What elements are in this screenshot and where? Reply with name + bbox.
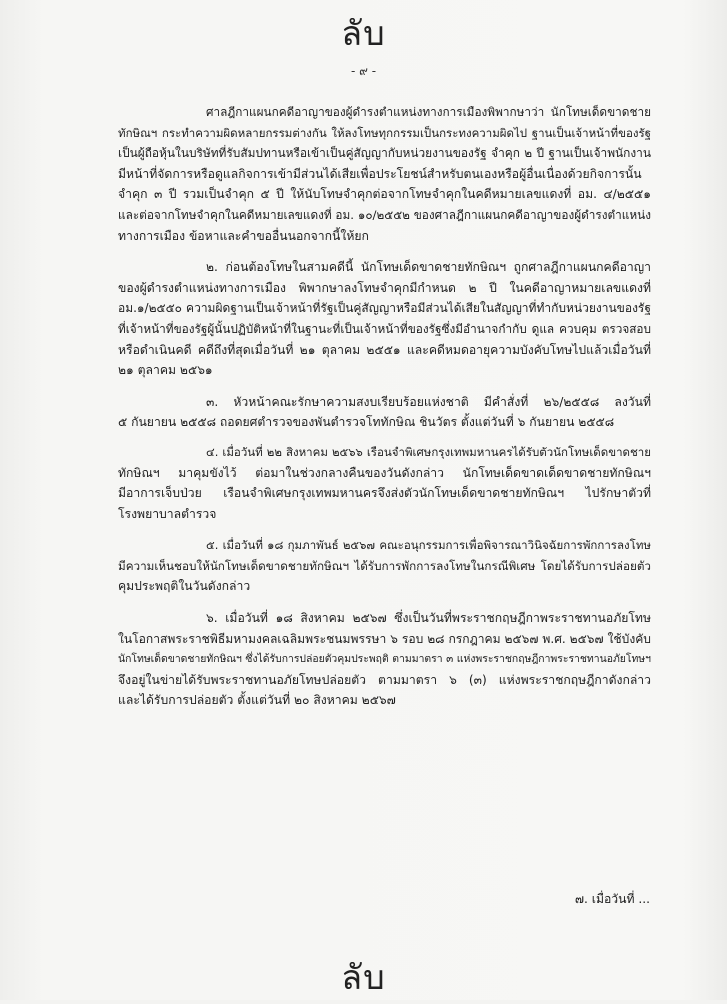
text-line: ๒. ก่อนต้องโทษในสามคดีนี้ นักโทษเด็ดขาดชายทักษิณฯ ถูกศาลฎีกาแผนกคดีอาญา — [206, 260, 651, 275]
continuation-note: ๗. เมื่อวันที่ ... — [574, 892, 650, 906]
text-line: ๖. เมื่อวันที่ ๑๘ สิงหาคม ๒๕๖๗ ซึ่งเป็นวันที่พระราชกฤษฎีกาพระราชทานอภัยโทษ — [206, 611, 651, 626]
text-line: มีอาการเจ็บป่วย เรือนจำพิเศษกรุงเทพมหานครจึงส่งตัวนักโทษเด็ดขาดชายทักษิณฯ ไปรักษาตัวที่ — [118, 486, 651, 501]
text-line: ๕. เมื่อวันที่ ๑๘ กุมภาพันธ์ ๒๕๖๗ คณะอนุกรรมการเพื่อพิจารณาวินิจฉัยการพักการลงโทษ — [206, 538, 651, 553]
text-line: ศาลฎีกาแผนกคดีอาญาของผู้ดำรงตำแหน่งทางการเมืองพิพากษาว่า นักโทษเด็ดขาดชาย — [206, 105, 651, 119]
text-line: โรงพยาบาลตำรวจ — [118, 506, 217, 521]
paragraph-2 — [118, 257, 651, 381]
text-line: ของผู้ดำรงตำแหน่งทางการเมือง พิพากษาลงโทษจำคุกมีกำหนด ๒ ปี ในคดีอาญาหมายเลขแดงที่ — [118, 280, 651, 295]
text-line: ที่เจ้าหน้าที่ของรัฐผู้นั้นปฏิบัติหน้าที่ในฐานะที่เป็นเจ้าหน้าที่ของรัฐซึ่งมีอำนาจกำกับ ดูแล ควบคุม ตรวจสอบ — [118, 321, 651, 336]
document-body — [118, 102, 651, 711]
text-line: เป็นผู้ถือหุ้นในบริษัทที่รับสัมปทานหรือเข้าเป็นคู่สัญญากับหน่วยงานของรัฐ จำคุก ๒ ปี ฐานเป็นเจ้าพนักงาน — [118, 146, 651, 161]
text-line: ๓. หัวหน้าคณะรักษาความสงบเรียบร้อยแห่งชาติ มีคำสั่งที่ ๒๖/๒๕๕๘ ลงวันที่ — [206, 394, 651, 409]
text-line: หรือดำเนินคดี คดีถึงที่สุดเมื่อวันที่ ๒๑ ตุลาคม ๒๕๕๑ และคดีหมดอายุความบังคับโทษไปแล้วเมื่อวันที่ — [118, 342, 651, 357]
text-line: ๒๑ ตุลาคม ๒๕๖๑ — [118, 363, 213, 378]
text-line: มีความเห็นชอบให้นักโทษเด็ดขาดชายทักษิณฯ ได้รับการพักการลงโทษในกรณีพิเศษ โดยได้รับการปล่อยตัว — [118, 558, 651, 573]
text-line: ในโอกาสพระราชพิธีมหามงคลเฉลิมพระชนมพรรษา ๖ รอบ ๒๘ กรกฎาคม ๒๕๖๗ พ.ศ. ๒๕๖๗ ใช้บังคับ — [118, 631, 651, 646]
text-line: จึงอยู่ในข่ายได้รับพระราชทานอภัยโทษปล่อยตัว ตามมาตรา ๖ (๓) แห่งพระราชกฤษฎีกาดังกล่าว — [118, 672, 651, 687]
classification-header: ลับ — [341, 14, 386, 54]
paragraph-3 — [118, 392, 651, 433]
text-line: ทักษิณฯ กระทำความผิดหลายกรรมต่างกัน ให้ลงโทษทุกกรรมเป็นกระทงความผิดไป ฐานเป็นเจ้าหน้าที่ของรัฐ — [118, 125, 651, 140]
paragraph-4 — [118, 442, 651, 524]
page-number: - ๙ - — [350, 64, 377, 78]
text-line: และต่อจากโทษจำคุกในคดีหมายเลขแดงที่ อม. ๑๐/๒๕๕๒ ของศาลฎีกาแผนกคดีอาญาของผู้ดำรงตำแหน่ง — [118, 207, 651, 222]
text-line: ๔. เมื่อวันที่ ๒๒ สิงหาคม ๒๕๖๖ เรือนจำพิเศษกรุงเทพมหานครได้รับตัวนักโทษเด็ดขาดชาย — [206, 444, 651, 459]
paragraph-5 — [118, 535, 651, 597]
classification-footer: ลับ — [341, 958, 386, 998]
paragraph-6 — [118, 608, 651, 711]
text-line: คุมประพฤติในวันดังกล่าว — [118, 579, 251, 594]
paragraph-1 — [118, 102, 651, 246]
text-line: ทักษิณฯ มาคุมขังไว้ ต่อมาในช่วงกลางคืนของวันดังกล่าว นักโทษเด็ดขาดเด็ดขาดชายทักษิณฯ — [118, 465, 651, 480]
text-line: นักโทษเด็ดขาดชายทักษิณฯ ซึ่งได้รับการปล่อยตัวคุมประพฤติ ตามมาตรา ๓ แห่งพระราชกฤษฎีกาพระราชทานอภัยโทษฯ — [118, 653, 651, 666]
text-line: อม.๑/๒๕๕๐ ความผิดฐานเป็นเจ้าหน้าที่รัฐเป็นคู่สัญญาหรือมีส่วนได้เสียในสัญญาที่ทำกับหน่วยงานของรัฐ — [118, 301, 651, 316]
text-line: จำคุก ๓ ปี รวมเป็นจำคุก ๕ ปี ให้นับโทษจำคุกต่อจากโทษจำคุกในคดีหมายเลขแดงที่ อม. ๔/๒๕๕๑ — [118, 187, 651, 202]
text-line: มีหน้าที่จัดการหรือดูแลกิจการเข้ามีส่วนได้เสียเพื่อประโยชน์สำหรับตนเองหรือผู้อื่นเนื่องด้วยกิจการนั้น — [118, 166, 642, 181]
text-line: และได้รับการปล่อยตัว ตั้งแต่วันที่ ๒๐ สิงหาคม ๒๕๖๗ — [118, 693, 396, 708]
text-line: ๕ กันยายน ๒๕๕๘ ถอดยศตำรวจของพันตำรวจโททักษิณ ชินวัตร ตั้งแต่วันที่ ๖ กันยายน ๒๕๕๘ — [118, 415, 615, 430]
text-line: ทางการเมือง ข้อหาและคำขออื่นนอกจากนี้ให้ยก — [118, 228, 369, 243]
